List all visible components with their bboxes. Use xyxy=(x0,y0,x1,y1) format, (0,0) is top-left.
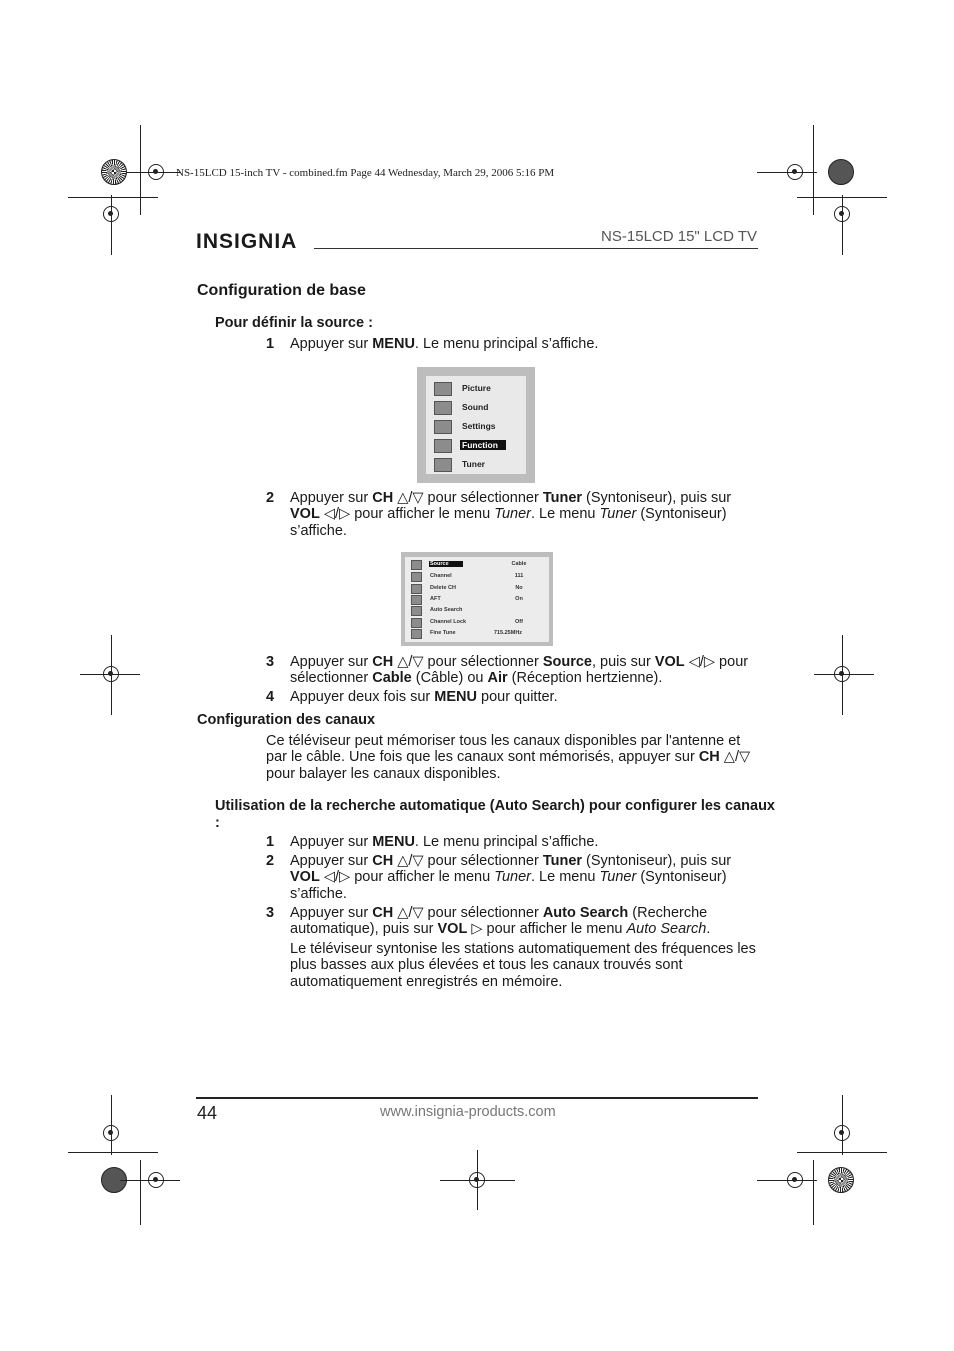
sound-icon xyxy=(434,401,452,415)
tuner-row-delete-ch: Delete CH No xyxy=(411,584,547,595)
source-step-3: 3 Appuyer sur CH △/▽ pour sélectionner Source, puis sur VOL ◁/▷ pour sélectionner Cable (Câble) ou Air (Réception hertzienne). xyxy=(266,654,749,687)
tuner-row-channel-lock: Channel Lock Off xyxy=(411,618,547,629)
menu-icon xyxy=(411,595,422,605)
autosearch-step-3: 3 Appuyer sur CH △/▽ pour sélectionner Auto Search (Recherche automatique), puis sur VOL ▷ pour afficher le menu Auto Search. xyxy=(266,905,711,938)
registration-mark-icon xyxy=(103,666,119,682)
menu-item-tuner: Tuner xyxy=(434,457,522,473)
registration-disc-icon xyxy=(828,1167,854,1193)
page-number: 44 xyxy=(197,1103,218,1123)
registration-mark-icon xyxy=(787,164,803,180)
registration-mark-icon xyxy=(834,206,850,222)
registration-disc-icon xyxy=(828,159,854,185)
tuner-row-fine-tune: Fine Tune 715.25MHz xyxy=(411,629,547,640)
registration-mark-icon xyxy=(148,164,164,180)
tuner-row-channel: Channel 111 xyxy=(411,572,547,583)
source-step-2: 2 Appuyer sur CH △/▽ pour sélectionner Tuner (Syntoniseur), puis sur VOL ◁/▷ pour afficher le menu Tuner. Le menu Tuner (Syntoniseur) s’affiche. xyxy=(266,490,732,539)
registration-mark-icon xyxy=(834,1125,850,1141)
registration-mark-icon xyxy=(787,1172,803,1188)
registration-mark-icon xyxy=(148,1172,164,1188)
menu-icon xyxy=(411,629,422,639)
tuner-menu-screenshot xyxy=(401,552,553,646)
channels-paragraph: Ce téléviseur peut mémoriser tous les canaux disponibles par l'antenne et par le câble. Une fois que les canaux sont mémorisés, appuyer sur CH △/▽ pour balayer les canaux disponibles. xyxy=(266,733,751,782)
registration-mark-icon xyxy=(834,666,850,682)
picture-icon xyxy=(434,382,452,396)
header-rule xyxy=(314,248,758,249)
autosearch-step-1: 1 Appuyer sur MENU. Le menu principal s’affiche. xyxy=(266,834,599,850)
tuner-row-aft: AFT On xyxy=(411,595,547,606)
menu-icon xyxy=(411,572,422,582)
tuner-row-auto-search: Auto Search xyxy=(411,606,547,617)
tuner-row-source: Source Cable xyxy=(411,560,547,571)
footer-rule xyxy=(196,1097,758,1099)
section-title: Configuration de base xyxy=(197,282,366,299)
function-icon xyxy=(434,439,452,453)
menu-icon xyxy=(411,618,422,628)
menu-icon xyxy=(411,584,422,594)
main-menu-screenshot xyxy=(417,367,535,483)
step-number: 1 xyxy=(266,336,275,352)
model-name: NS-15LCD 15" LCD TV xyxy=(601,228,757,245)
menu-icon xyxy=(411,606,422,616)
menu-item-settings: Settings xyxy=(434,419,522,435)
channels-heading: Configuration des canaux xyxy=(197,712,376,728)
menu-item-function: Function xyxy=(434,438,522,454)
footer-url: www.insignia-products.com xyxy=(380,1104,556,1120)
menu-item-sound: Sound xyxy=(434,400,522,416)
source-step-4: 4 Appuyer deux fois sur MENU pour quitter. xyxy=(266,689,558,705)
settings-icon xyxy=(434,420,452,434)
source-step-1: 1 Appuyer sur MENU. Le menu principal s’affiche. xyxy=(266,336,599,352)
source-heading: Pour définir la source : xyxy=(215,315,373,331)
registration-disc-icon xyxy=(101,159,127,185)
brand-logo: INSIGNIA xyxy=(196,230,298,253)
print-line: NS-15LCD 15-inch TV - combined.fm Page 44 Wednesday, March 29, 2006 5:16 PM xyxy=(176,167,555,179)
autosearch-note: Le téléviseur syntonise les stations automatiquement des fréquences les plus basses aux plus élevées et tous les canaux trouvés sont automatiquement enregistrés en mémoire. xyxy=(290,941,756,990)
registration-mark-icon xyxy=(103,1125,119,1141)
registration-mark-icon xyxy=(469,1172,485,1188)
menu-item-picture: Picture xyxy=(434,381,522,397)
autosearch-heading: Utilisation de la recherche automatique (Auto Search) pour configurer les canaux : xyxy=(215,798,775,831)
registration-mark-icon xyxy=(103,206,119,222)
autosearch-step-2: 2 Appuyer sur CH △/▽ pour sélectionner Tuner (Syntoniseur), puis sur VOL ◁/▷ pour afficher le menu Tuner. Le menu Tuner (Syntoniseur) s’affiche. xyxy=(266,853,732,902)
menu-icon xyxy=(411,560,422,570)
tuner-icon xyxy=(434,458,452,472)
